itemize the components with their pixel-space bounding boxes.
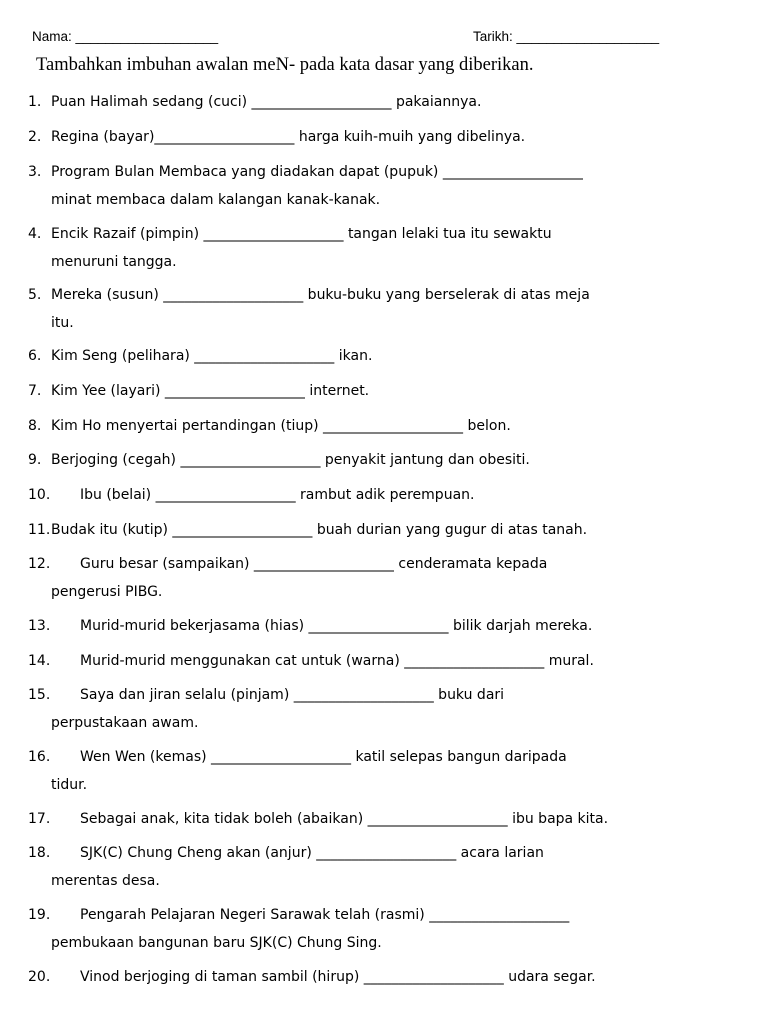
question-text: Saya dan jiran selalu (pinjam) ____________________ buku dari xyxy=(80,687,505,703)
question-text: Pengarah Pelajaran Negeri Sarawak telah (rasmi) ____________________ xyxy=(80,907,570,923)
question-item xyxy=(28,88,748,116)
question-text: Regina (bayar)____________________ harga kuih-muih yang dibelinya. xyxy=(51,129,526,145)
question-number: 12. xyxy=(28,556,51,572)
question-item xyxy=(28,743,748,799)
question-number: 7. xyxy=(28,383,42,399)
question-number: 16. xyxy=(28,749,51,765)
question-number: 4. xyxy=(28,226,42,242)
date-field: Tarikh: ___________________ xyxy=(473,29,660,44)
question-item xyxy=(28,901,748,957)
name-field: Nama: ___________________ xyxy=(32,29,219,44)
question-item xyxy=(28,550,748,606)
question-number: 5. xyxy=(28,287,42,303)
question-text: Wen Wen (kemas) ____________________ katil selepas bangun daripada xyxy=(80,749,567,765)
question-number: 10. xyxy=(28,487,51,503)
question-text: Encik Razaif (pimpin) ____________________ tangan lelaki tua itu sewaktu xyxy=(51,226,552,242)
question-item xyxy=(28,839,748,895)
question-number: 3. xyxy=(28,164,42,180)
question-number: 2. xyxy=(28,129,42,145)
question-item xyxy=(28,805,748,833)
question-text: Kim Ho menyertai pertandingan (tiup) ____________________ belon. xyxy=(51,418,511,434)
question-item xyxy=(28,516,748,544)
question-text-continued: minat membaca dalam kalangan kanak-kanak. xyxy=(51,192,381,208)
question-text: Guru besar (sampaikan) ____________________ cenderamata kepada xyxy=(80,556,548,572)
question-text-continued: perpustakaan awam. xyxy=(51,715,199,731)
question-item xyxy=(28,963,748,991)
question-text-continued: menuruni tangga. xyxy=(51,254,177,270)
question-text-continued: pembukaan bangunan baru SJK(C) Chung Sing. xyxy=(51,935,382,951)
question-number: 17. xyxy=(28,811,51,827)
question-item xyxy=(28,412,748,440)
instruction-text: Tambahkan imbuhan awalan meN- pada kata dasar yang diberikan. xyxy=(36,55,534,75)
question-item xyxy=(28,481,748,509)
question-text: Program Bulan Membaca yang diadakan dapat (pupuk) ____________________ xyxy=(51,164,583,180)
question-text: SJK(C) Chung Cheng akan (anjur) ____________________ acara larian xyxy=(80,845,544,861)
question-item xyxy=(28,681,748,737)
question-number: 6. xyxy=(28,348,42,364)
question-item xyxy=(28,281,748,337)
question-text: Kim Seng (pelihara) ____________________ ikan. xyxy=(51,348,373,364)
question-text: Puan Halimah sedang (cuci) ____________________ pakaiannya. xyxy=(51,94,482,110)
question-text: Budak itu (kutip) ____________________ buah durian yang gugur di atas tanah. xyxy=(51,522,588,538)
question-item xyxy=(28,220,748,276)
question-number: 9. xyxy=(28,452,42,468)
question-number: 14. xyxy=(28,653,51,669)
question-text: Murid-murid bekerjasama (hias) ____________________ bilik darjah mereka. xyxy=(80,618,593,634)
question-number: 8. xyxy=(28,418,42,434)
question-item xyxy=(28,342,748,370)
question-number: 13. xyxy=(28,618,51,634)
question-number: 18. xyxy=(28,845,51,861)
question-text: Ibu (belai) ____________________ rambut adik perempuan. xyxy=(80,487,475,503)
question-item xyxy=(28,612,748,640)
question-text: Vinod berjoging di taman sambil (hirup) ____________________ udara segar. xyxy=(80,969,596,985)
question-text-continued: itu. xyxy=(51,315,74,331)
question-number: 11. xyxy=(28,522,51,538)
question-item xyxy=(28,446,748,474)
question-item xyxy=(28,158,748,214)
question-item xyxy=(28,647,748,675)
question-text-continued: tidur. xyxy=(51,777,88,793)
question-text: Berjoging (cegah) ____________________ penyakit jantung dan obesiti. xyxy=(51,452,530,468)
question-text: Murid-murid menggunakan cat untuk (warna) ____________________ mural. xyxy=(80,653,594,669)
question-text: Mereka (susun) ____________________ buku-buku yang berselerak di atas meja xyxy=(51,287,590,303)
question-text: Sebagai anak, kita tidak boleh (abaikan) ____________________ ibu bapa kita. xyxy=(80,811,609,827)
question-item xyxy=(28,123,748,151)
question-number: 20. xyxy=(28,969,51,985)
question-text-continued: pengerusi PIBG. xyxy=(51,584,163,600)
question-item xyxy=(28,377,748,405)
question-text-continued: merentas desa. xyxy=(51,873,160,889)
question-text: Kim Yee (layari) ____________________ internet. xyxy=(51,383,370,399)
question-number: 1. xyxy=(28,94,42,110)
question-number: 15. xyxy=(28,687,51,703)
question-number: 19. xyxy=(28,907,51,923)
